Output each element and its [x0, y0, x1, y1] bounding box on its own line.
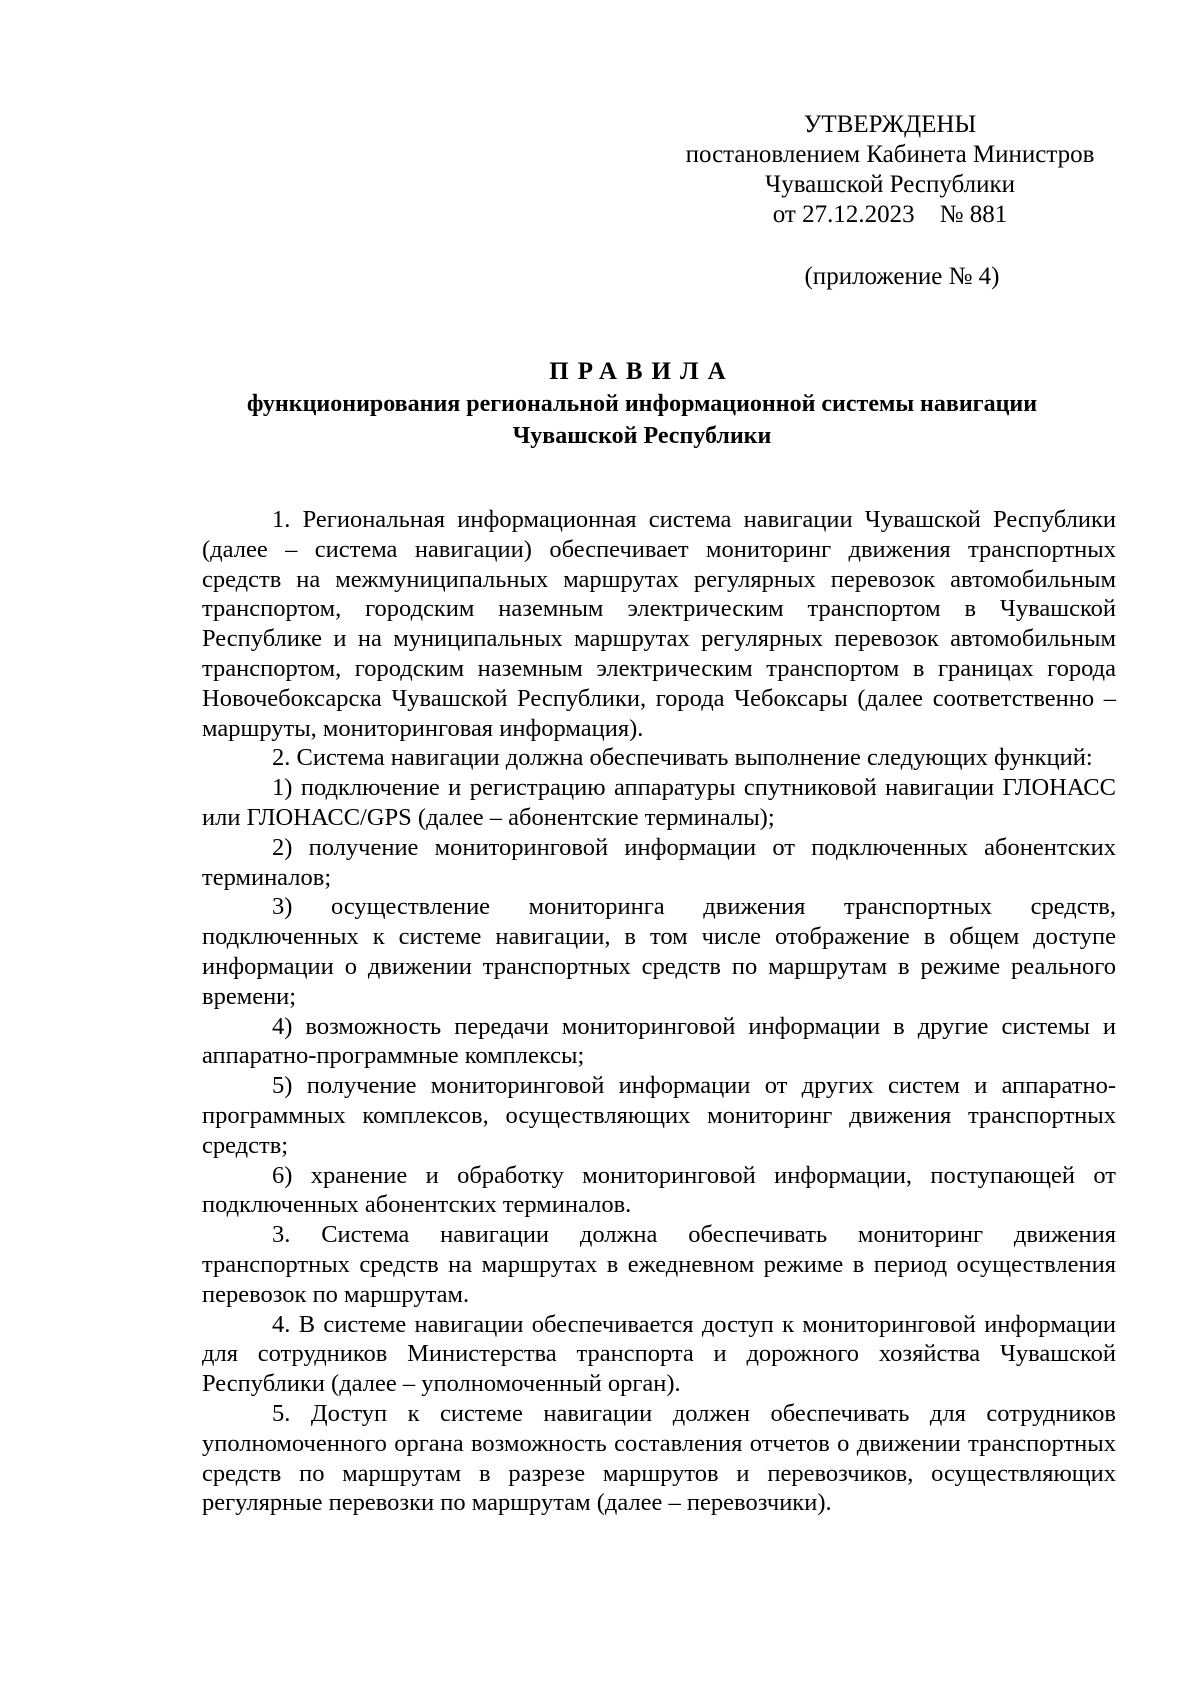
paragraph: 4. В системе навигации обеспечивается доступ к мониторинговой информации для сотрудников Министерства транспорта и дорожного хозяйства Чувашской Республики (далее – уполномоченный орган).	[202, 1310, 1116, 1398]
title-subject: функционирования региональной информационной системы навигации	[246, 391, 1038, 417]
paragraph: 2) получение мониторинговой информации от подключенных абонентских терминалов;	[202, 833, 1116, 891]
paragraph: 3. Система навигации должна обеспечивать мониторинг движения транспортных средств на маршрутах в ежедневном режиме в период осуществления перевозок по маршрутам.	[202, 1221, 1116, 1308]
approval-date-number: от 27.12.2023 № 881	[772, 201, 1008, 228]
paragraph: 5. Доступ к системе навигации должен обеспечивать для сотрудников уполномоченного органа возможность составления отчетов о движении транспортных средств по маршрутам в разрезе маршрутов и перевозчиков, осуществляющих регулярные перевозки по маршрутам (далее – перевозчики).	[202, 1399, 1116, 1517]
approval-region: Чувашской Республики	[764, 171, 1016, 198]
document-title	[190, 356, 1094, 452]
paragraph: 1) подключение и регистрацию аппаратуры спутниковой навигации ГЛОНАСС или ГЛОНАСС/GPS (далее – абонентские терминалы);	[202, 774, 1116, 831]
approval-heading: УТВЕРЖДЕНЫ	[803, 111, 977, 138]
title-word: ПРАВИЛА	[549, 358, 735, 385]
title-region: Чувашской Республики	[512, 423, 772, 449]
paragraph: 5) получение мониторинговой информации от других систем и аппаратно-программных комплексов, осуществляющих мониторинг движения транспортных средств;	[202, 1072, 1116, 1159]
paragraph: 4) возможность передачи мониторинговой информации в другие системы и аппаратно-программные комплексы;	[202, 1012, 1116, 1070]
annex-label: (приложение № 4)	[804, 263, 1000, 290]
approval-stamp	[660, 110, 1120, 230]
document-body	[202, 505, 1116, 1518]
paragraph: 3) осуществление мониторинга движения транспортных средств, подключенных к системе навигации, в том числе отображение в общем доступе информации о движении транспортных средств по маршрутам в режиме реального времени;	[202, 893, 1116, 1010]
paragraph: 6) хранение и обработку мониторинговой информации, поступающей от подключенных абонентских терминалов.	[202, 1161, 1116, 1219]
paragraph: 2. Система навигации должна обеспечивать выполнение следующих функций:	[272, 744, 1093, 772]
approval-issuer: постановлением Кабинета Министров	[685, 141, 1095, 168]
paragraph: 1. Региональная информационная система навигации Чувашской Республики (далее – система навигации) обеспечивает мониторинг движения транспортных средств на межмуниципальных маршрутах регулярных перевозок автомобильным транспортом, городским наземным электрическим транспортом в Чувашской Республике и на муниципальных маршрутах регулярных перевозок автомобильным транспортом, городским наземным электрическим транспортом в границах города Новочебоксарска Чувашской Республики, города Чебоксары (далее соответственно – маршруты, мониторинговая информация).	[202, 506, 1116, 742]
